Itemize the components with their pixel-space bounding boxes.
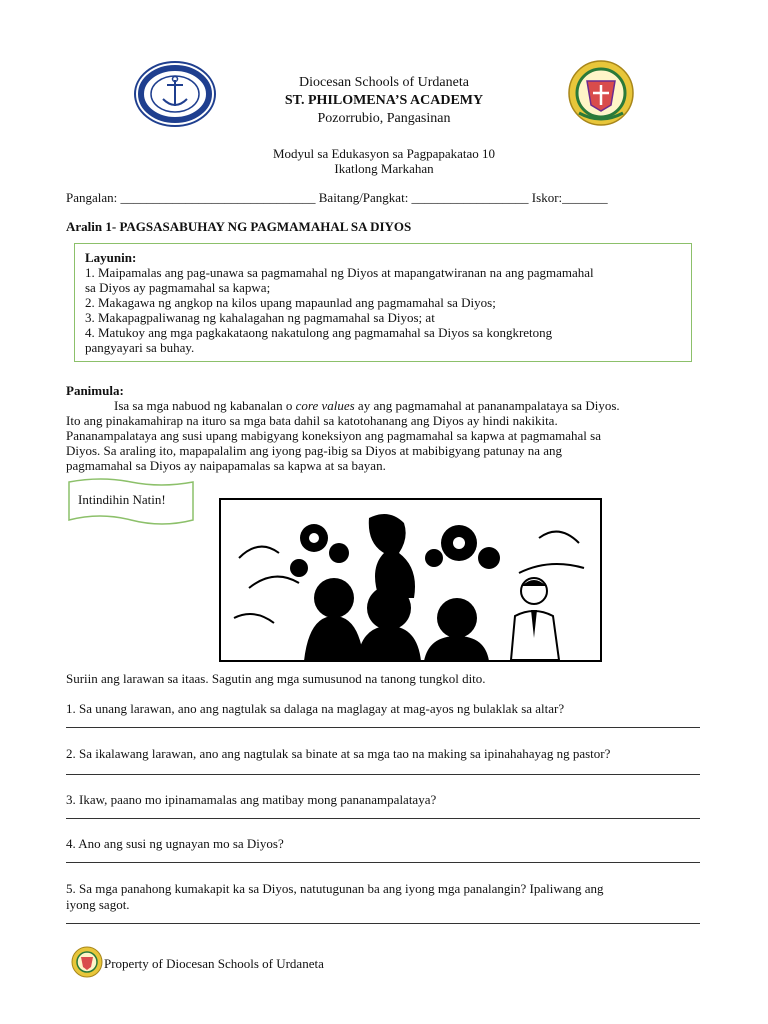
module-title: Modyul sa Edukasyon sa Pagpapakatao 10 — [272, 146, 496, 161]
question-continuation: iyong sagot. — [66, 897, 130, 912]
intro-line: Diyos. Sa araling ito, mapapalalim ang iyong pag-ibig sa Diyos at mabibigyang patunay na ang — [66, 443, 563, 458]
intro-line: Ito ang pinakamahirap na ituro sa mga bata dahil sa katotohanang ang Diyos ay hindi nakikita. — [66, 413, 558, 428]
school-location: Pozorrubio, Pangasinan — [317, 111, 451, 126]
objective-line: 2. Makagawa ng angkop na kilos upang mapaunlad ang pagmamahal sa Diyos; — [85, 295, 496, 310]
question: 3. Ikaw, paano mo ipinamamalas ang matibay mong pananampalataya? — [66, 792, 437, 807]
callout-box — [66, 478, 196, 528]
question: 5. Sa mga panahong kumakapit ka sa Diyos, natutugunan ba ang iyong mga panalangin? Ipaliwang ang — [66, 881, 604, 896]
objective-line: 4. Matukoy ang mga pagkakataong nakatulong ang pagmamahal sa Diyos sa kongkretong — [85, 325, 553, 340]
student-info-line[interactable]: Pangalan: ______________________________ Baitang/Pangkat: __________________ Iskor:_______ — [66, 190, 608, 205]
lesson-title: Aralin 1- PAGSASABUHAY NG PAGMAMAHAL SA DIYOS — [66, 219, 412, 234]
answer-line[interactable] — [66, 774, 700, 775]
answer-line[interactable] — [66, 923, 700, 924]
intro-line: Pananampalataya ang susi upang mabigyang koneksiyon ang pagmamahal sa kapwa at pagmamahal sa — [66, 428, 601, 443]
instruction-text: Suriin ang larawan sa itaas. Sagutin ang mga sumusunod na tanong tungkol dito. — [66, 671, 486, 686]
callout-text: Intindihin Natin! — [78, 492, 166, 507]
answer-line[interactable] — [66, 727, 700, 728]
answer-line[interactable] — [66, 862, 700, 863]
intro-first-line: Isa sa mga nabuod ng kabanalan o core values ay ang pagmamahal at pananampalataya sa Diyos. — [114, 398, 620, 413]
core-values-term: core values — [295, 398, 355, 413]
intro-heading: Panimula: — [66, 383, 124, 398]
footer-seal — [70, 945, 104, 979]
question: 4. Ano ang susi ng ugnayan mo sa Diyos? — [66, 836, 284, 851]
school-name: ST. PHILOMENA’S ACADEMY — [284, 93, 484, 108]
objective-line: 3. Makapagpaliwanag ng kahalagahan ng pagmamahal sa Diyos; at — [85, 310, 435, 325]
objective-line: sa Diyos ay pagmamahal sa kapwa; — [85, 280, 271, 295]
objective-line: 1. Maipamalas ang pag-unawa sa pagmamahal ng Diyos at mapangatwiranan na ang pagmamahal — [85, 265, 594, 280]
objectives-box — [74, 243, 692, 362]
objective-line: pangyayari sa buhay. — [85, 340, 195, 355]
quarter-label: Ikatlong Markahan — [334, 161, 434, 176]
org-name: Diocesan Schools of Urdaneta — [299, 75, 469, 90]
question: 2. Sa ikalawang larawan, ano ang nagtulak sa binate at sa mga tao na making sa ipinahahayag ng pastor? — [66, 746, 611, 761]
footer-text: Property of Diocesan Schools of Urdaneta — [104, 956, 324, 971]
objectives-heading: Layunin: — [85, 250, 137, 265]
intro-line: pagmamahal sa Diyos ay naipapamalas sa kapwa at sa bayan. — [66, 458, 386, 473]
question: 1. Sa unang larawan, ano ang nagtulak sa dalaga na maglagay at mag-ayos ng bulaklak sa altar? — [66, 701, 565, 716]
worship-illustration — [219, 498, 602, 662]
answer-line[interactable] — [66, 818, 700, 819]
